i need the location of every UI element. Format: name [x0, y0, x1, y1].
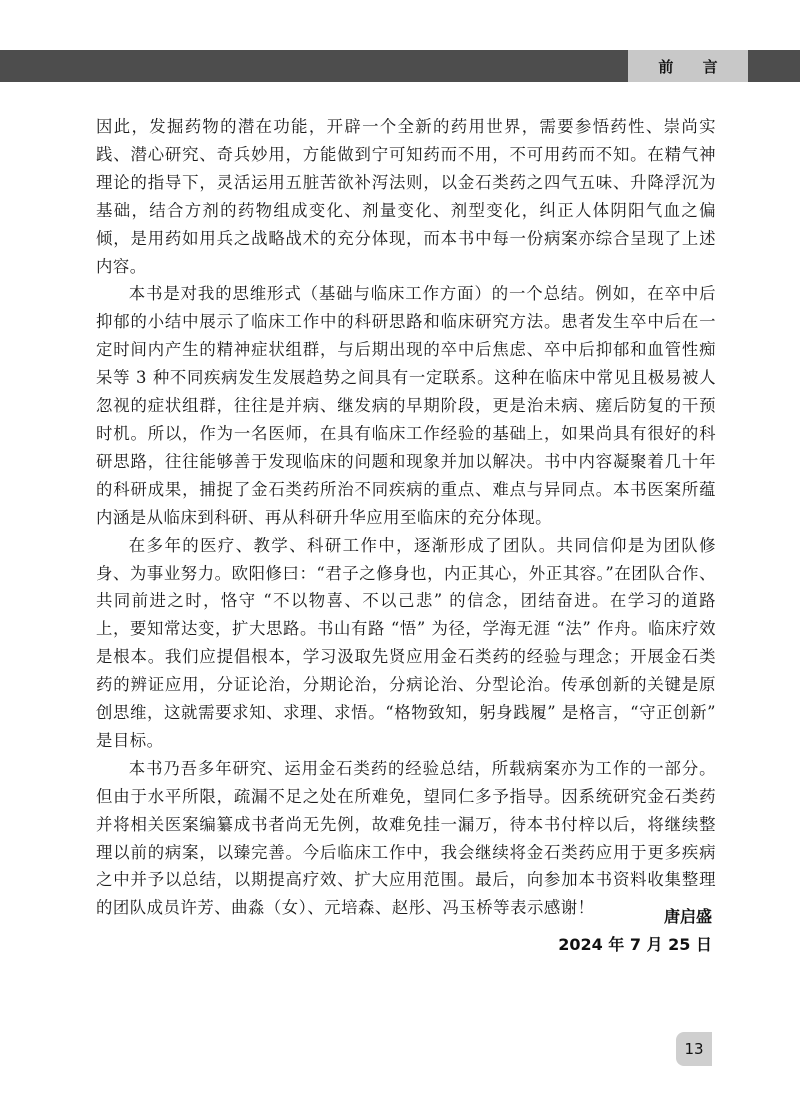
paragraph: 本书是对我的思维形式（基础与临床工作方面）的一个总结。例如，在卒中后抑郁的小结中展示了临床工作中的科研思路和临床研究方法。患者发生卒中后在一定时间内产生的精神症状组群，与后期出现的卒中后焦虑、卒中后抑郁和血管性痴呆等 3 种不同疾病发生发展趋势之间具有一定联系。这种在临床中常见且极易被人忽视的症状组群，往往是并病、继发病的早期阶段，更是治未病、瘥后防复的干预时机。所以，作为一名医师，在具有临床工作经验的基础上，如果尚具有很好的科研思路，往往能够善于发现临床的问题和现象并加以解决。书中内容凝聚着几十年的科研成果，捕捉了金石类药所治不同疾病的重点、难点与异同点。本书医案所蕴内涵是从临床到科研、再从科研升华应用至临床的充分体现。	[96, 284, 716, 527]
author-signature: 唐启盛	[663, 907, 712, 926]
paragraph: 本书乃吾多年研究、运用金石类药的经验总结，所载病案亦为工作的一部分。但由于水平所限，疏漏不足之处在所难免，望同仁多予指导。因系统研究金石类药并将相关医案编纂成书者尚无先例，故难免挂一漏万，待本书付梓以后，将继续整理以前的病案，以臻完善。今后临床工作中，我会继续将金石类药应用于更多疾病之中并予以总结，以期提高疗效、扩大应用范围。最后，向参加本书资料收集整理的团队成员许芳、曲淼（女）、元培森、赵彤、冯玉桥等表示感谢！	[96, 758, 716, 918]
section-tab	[628, 50, 748, 82]
section-title: 前 言	[658, 57, 730, 76]
body-text	[96, 113, 716, 922]
paragraph: 因此，发掘药物的潜在功能，开辟一个全新的药用世界，需要参悟药性、崇尚实践、潜心研究、奇兵妙用，方能做到宁可知药而不用，不可用药而不知。在精气神理论的指导下，灵活运用五脏苦欲补泻法则，以金石类药之四气五味、升降浮沉为基础，结合方剂的药物组成变化、剂量变化、剂型变化，纠正人体阴阳气血之偏倾，是用药如用兵之战略战术的充分体现，而本书中每一份病案亦综合呈现了上述内容。	[96, 117, 716, 276]
signature-date: 2024 年 7 月 25 日	[558, 935, 712, 954]
paragraph: 在多年的医疗、教学、科研工作中，逐渐形成了团队。共同信仰是为团队修身、为事业努力。欧阳修曰：“君子之修身也，内正其心，外正其容。”在团队合作、共同前进之时，恪守 “不以物喜、不以己悲” 的信念，团结奋进。在学习的道路上，要知常达变，扩大思路。书山有路 “悟” 为径，学海无涯 “法” 作舟。临床疗效是根本。我们应提倡根本，学习汲取先贤应用金石类药的经验与理念；开展金石类药的辨证应用，分证论治，分期论治，分病论治、分型论治。传承创新的关键是原创思维，这就需要求知、求理、求悟。“格物致知，躬身践履” 是格言，“守正创新” 是目标。	[96, 535, 716, 750]
page-number: 13	[676, 1032, 712, 1066]
